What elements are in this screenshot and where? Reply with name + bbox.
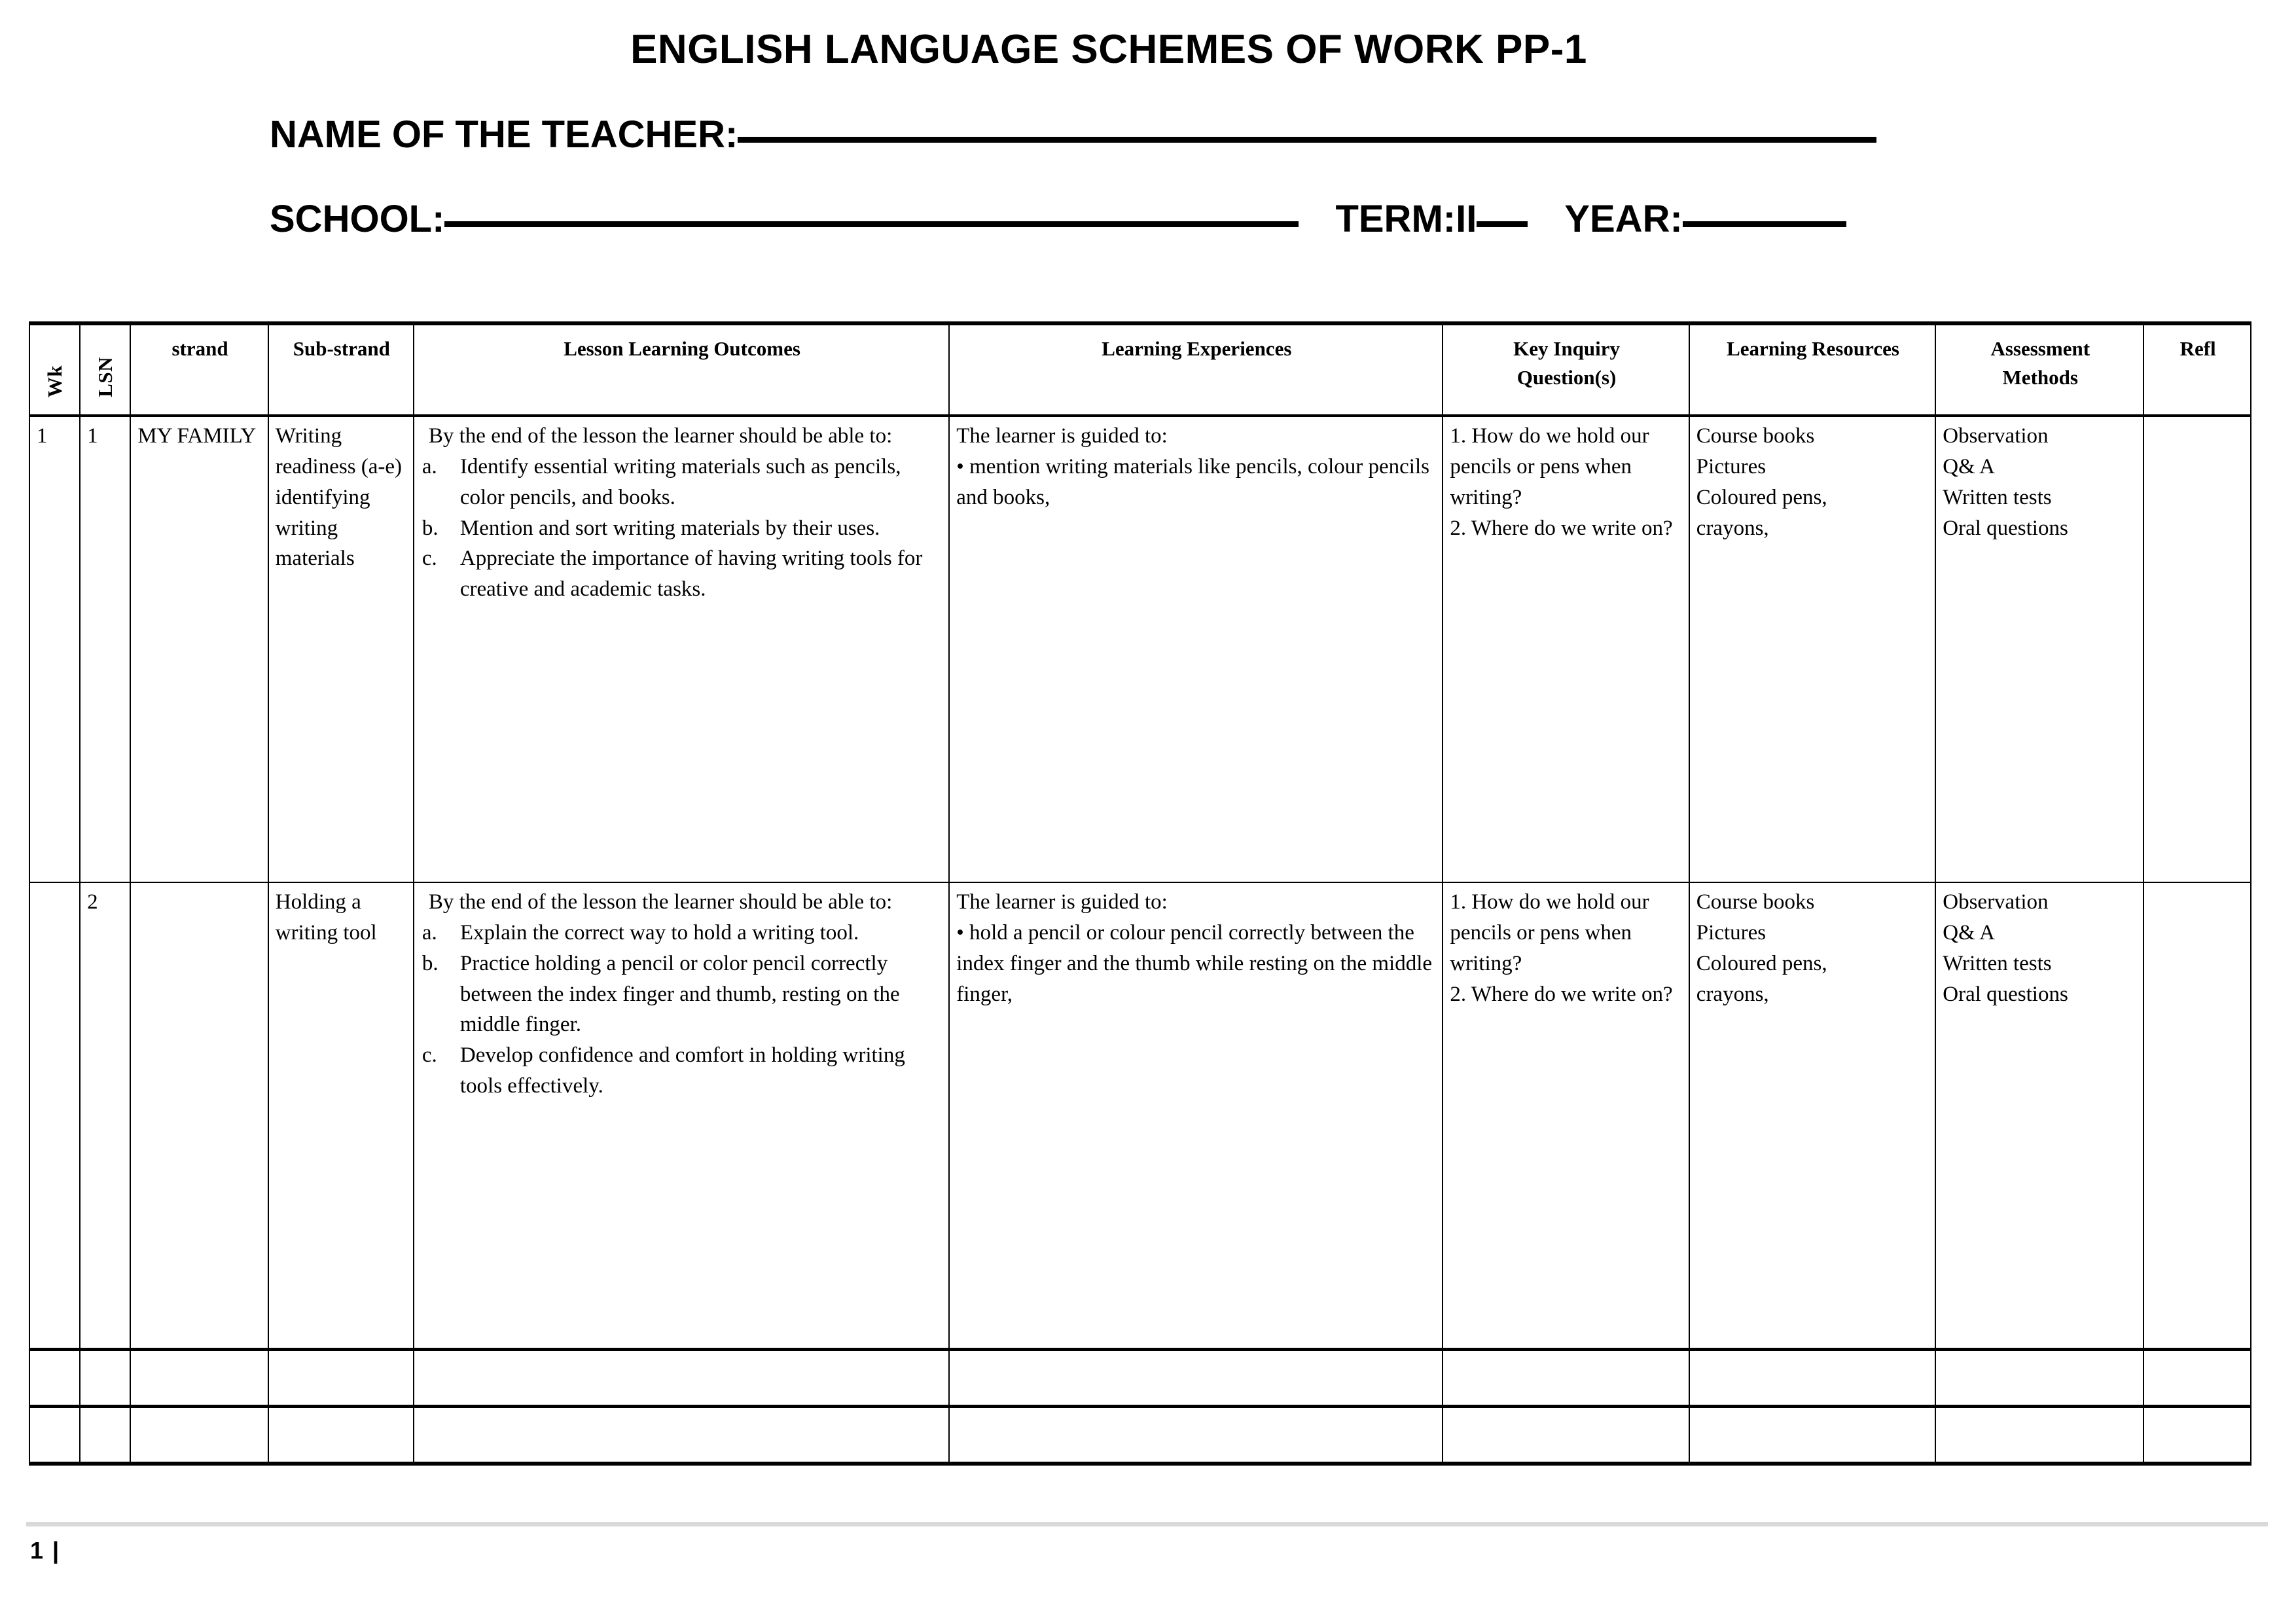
assessment-item: Observation [1943, 424, 2049, 448]
assessment-item: Observation [1943, 890, 2049, 914]
resource-item: crayons, [1696, 516, 1769, 540]
assessment-line-2: Methods [2002, 366, 2078, 389]
outcome-item [421, 948, 943, 1041]
outcome-marker: c. [422, 1043, 437, 1068]
column-header-sub-strand: Sub-strand [268, 323, 414, 416]
cell-week[interactable] [29, 1350, 80, 1407]
cell-key-inquiry-questions[interactable] [1443, 1350, 1689, 1407]
experience-bullet: • hold a pencil or colour pencil correctly between the index finger and the thumb while resting on the middle finger, [956, 920, 1433, 1006]
experience-bullet: • mention writing materials like pencils, colour pencils and books, [956, 454, 1429, 509]
page-number: 1 | [30, 1537, 61, 1564]
assessment-item: Written tests [1943, 485, 2052, 509]
cell-learning-experiences[interactable] [949, 416, 1443, 882]
school-label: SCHOOL: [270, 198, 445, 241]
outcomes-lead-in: By the end of the lesson the learner should be able to: [428, 890, 893, 914]
outcome-text: Practice holding a pencil or color pencil correctly between the index finger and thumb, resting on the middle finger. [459, 951, 900, 1037]
year-label: YEAR: [1564, 198, 1683, 241]
cell-learning-experiences[interactable] [949, 1407, 1443, 1464]
cell-strand[interactable] [130, 1350, 268, 1407]
cell-learning-resources[interactable] [1689, 882, 1935, 1350]
cell-learning-experiences[interactable] [949, 1350, 1443, 1407]
outcome-item [421, 452, 943, 513]
key-inquiry-line-2: Question(s) [1516, 366, 1617, 389]
year-blank[interactable] [1683, 221, 1846, 227]
inquiry-question: 1. How do we hold our pencils or pens when writing? [1450, 890, 1649, 975]
cell-refl[interactable] [2144, 416, 2251, 882]
assessment-item: Q& A [1943, 920, 1996, 945]
outcome-text: Develop confidence and comfort in holding writing tools effectively. [459, 1043, 905, 1098]
cell-lesson-number[interactable]: 1 [80, 416, 130, 882]
outcomes-lead-in: By the end of the lesson the learner should be able to: [428, 424, 893, 448]
assessment-item: Q& A [1943, 454, 1996, 478]
cell-assessment-methods[interactable] [1935, 882, 2144, 1350]
table-header-row [29, 323, 2251, 416]
column-header-assessment-methods [1935, 323, 2144, 416]
outcome-marker: b. [422, 951, 439, 975]
cell-assessment-methods[interactable] [1935, 1350, 2144, 1407]
experiences-lead-in: The learner is guided to: [956, 424, 1168, 448]
column-header-strand: strand [130, 323, 268, 416]
assessment-item: Oral questions [1943, 982, 2068, 1006]
column-header-refl: Refl [2144, 323, 2251, 416]
cell-refl[interactable] [2144, 1350, 2251, 1407]
column-header-lesson-learning-outcomes: Lesson Learning Outcomes [414, 323, 949, 416]
cell-week[interactable] [29, 1407, 80, 1464]
cell-week[interactable] [29, 882, 80, 1350]
outcome-text: Appreciate the importance of having writing tools for creative and academic tasks. [459, 547, 923, 602]
resource-item: Course books [1696, 890, 1815, 914]
outcome-marker: a. [422, 920, 437, 945]
resource-item: Coloured pens, [1696, 951, 1827, 975]
resource-item: Coloured pens, [1696, 485, 1827, 509]
cell-lesson-learning-outcomes[interactable] [414, 1407, 949, 1464]
cell-sub-strand[interactable] [268, 1407, 414, 1464]
footer-divider [26, 1522, 2268, 1526]
school-term-year-line [0, 155, 2296, 240]
outcome-marker: a. [422, 454, 437, 478]
teacher-name-label: NAME OF THE TEACHER: [270, 113, 738, 156]
page-title: ENGLISH LANGUAGE SCHEMES OF WORK PP-1 [630, 27, 1587, 72]
inquiry-question: 2. Where do we write on? [1450, 516, 1673, 540]
cell-lesson-learning-outcomes[interactable] [414, 1350, 949, 1407]
cell-key-inquiry-questions[interactable] [1443, 882, 1689, 1350]
cell-sub-strand[interactable]: Writing readiness (a-e) identifying writing materials [268, 416, 414, 882]
outcome-item [421, 513, 943, 544]
cell-learning-resources[interactable] [1689, 416, 1935, 882]
outcome-marker: b. [422, 516, 439, 540]
outcome-item [421, 1040, 943, 1102]
column-header-learning-resources: Learning Resources [1689, 323, 1935, 416]
cell-strand[interactable] [130, 882, 268, 1350]
schemes-of-work-table [29, 321, 2251, 1466]
resource-item: Course books [1696, 424, 1815, 448]
table-row [29, 1407, 2251, 1464]
inquiry-question: 2. Where do we write on? [1450, 982, 1673, 1006]
cell-learning-resources[interactable] [1689, 1407, 1935, 1464]
outcome-text: Mention and sort writing materials by their uses. [459, 516, 880, 540]
outcomes-list [421, 918, 943, 1102]
outcome-text: Explain the correct way to hold a writing tool. [459, 920, 859, 945]
teacher-name-line [0, 72, 2296, 155]
key-inquiry-line-1: Key Inquiry [1513, 337, 1620, 360]
cell-key-inquiry-questions[interactable] [1443, 416, 1689, 882]
teacher-name-blank[interactable] [738, 137, 1876, 143]
cell-strand[interactable] [130, 1407, 268, 1464]
outcome-marker: c. [422, 547, 437, 571]
term-value: II [1456, 198, 1477, 241]
assessment-item: Written tests [1943, 951, 2052, 975]
cell-lesson-learning-outcomes[interactable] [414, 416, 949, 882]
outcome-item [421, 543, 943, 605]
cell-lesson-number[interactable] [80, 1407, 130, 1464]
outcome-item [421, 918, 943, 948]
cell-sub-strand[interactable] [268, 1350, 414, 1407]
experiences-lead-in: The learner is guided to: [956, 890, 1168, 914]
inquiry-question: 1. How do we hold our pencils or pens when writing? [1450, 424, 1649, 509]
cell-strand[interactable]: MY FAMILY [130, 416, 268, 882]
cell-lesson-number[interactable] [80, 1350, 130, 1407]
outcome-text: Identify essential writing materials such as pencils, color pencils, and books. [459, 454, 901, 509]
column-header-lsn: LSN [80, 323, 130, 416]
cell-sub-strand[interactable]: Holding a writing tool [268, 882, 414, 1350]
school-blank[interactable] [444, 221, 1299, 227]
column-header-learning-experiences: Learning Experiences [949, 323, 1443, 416]
cell-refl[interactable] [2144, 1407, 2251, 1464]
term-label: TERM: [1335, 198, 1456, 241]
cell-learning-resources[interactable] [1689, 1350, 1935, 1407]
table-row [29, 882, 2251, 1350]
cell-assessment-methods[interactable] [1935, 1407, 2144, 1464]
table-row [29, 416, 2251, 882]
resource-item: Pictures [1696, 920, 1767, 945]
cell-assessment-methods[interactable] [1935, 416, 2144, 882]
outcomes-list [421, 452, 943, 605]
assessment-item: Oral questions [1943, 516, 2068, 540]
cell-week[interactable]: 1 [29, 416, 80, 882]
resource-item: crayons, [1696, 982, 1769, 1006]
term-blank[interactable] [1477, 221, 1528, 227]
cell-refl[interactable] [2144, 882, 2251, 1350]
cell-learning-experiences[interactable] [949, 882, 1443, 1350]
column-header-key-inquiry-questions [1443, 323, 1689, 416]
column-header-wk: Wk [29, 323, 80, 416]
resource-item: Pictures [1696, 454, 1767, 478]
table-row [29, 1350, 2251, 1407]
table-body [29, 416, 2251, 1464]
assessment-line-1: Assessment [1990, 337, 2090, 360]
cell-lesson-number[interactable]: 2 [80, 882, 130, 1350]
cell-lesson-learning-outcomes[interactable] [414, 882, 949, 1350]
cell-key-inquiry-questions[interactable] [1443, 1407, 1689, 1464]
